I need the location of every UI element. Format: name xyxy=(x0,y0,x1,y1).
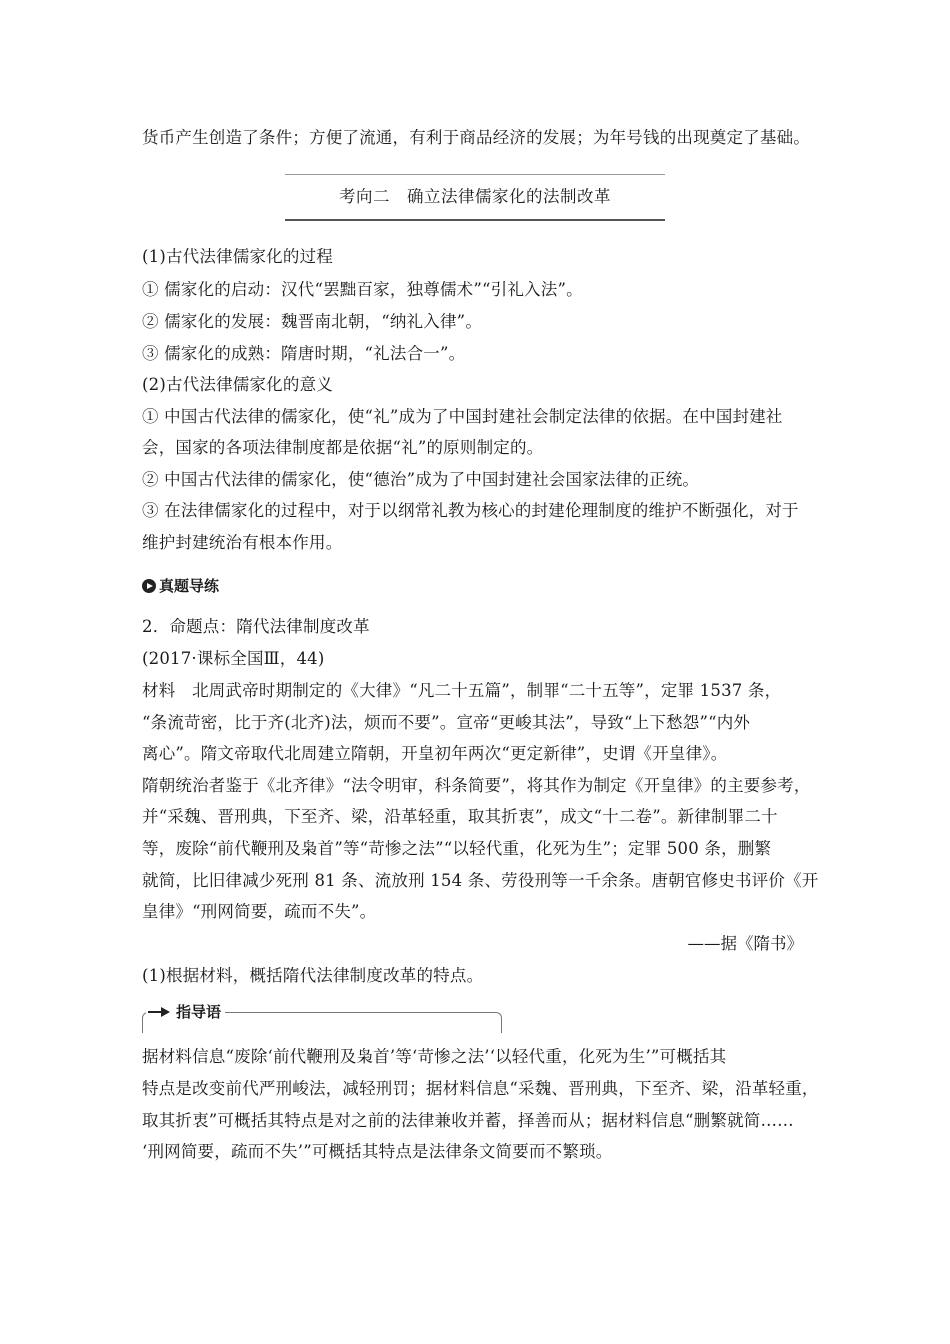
process-item-2: ② 儒家化的发展：魏晋南北朝，“纳礼入律”。 xyxy=(142,312,483,331)
arrow-right-icon xyxy=(148,1007,170,1017)
process-item-1: ① 儒家化的启动：汉代“罢黜百家，独尊儒术”“引礼入法”。 xyxy=(142,280,583,299)
material-line-3: 离心”。隋文帝取代北周建立隋朝，开皇初年两次“更定新律”，史谓《开皇律》。 xyxy=(142,744,728,763)
question-source-line: (2017·课标全国Ⅲ，44) xyxy=(142,649,325,668)
material-line-6: 等，废除“前代鞭刑及枭首”等“苛惨之法”“以轻代重，化死为生”；定罪 500 条，删繁 xyxy=(142,839,772,858)
significance-title: (2)古代法律儒家化的意义 xyxy=(142,375,333,394)
citation: ——据《隋书》 xyxy=(687,934,803,953)
material-line-5: 并“采魏、晋刑典，下至齐、梁，沿革轻重，取其折衷”，成文“十二卷”。新律制罪二十 xyxy=(142,807,778,826)
sub-question: (1)根据材料，概括隋代法律制度改革的特点。 xyxy=(142,966,484,985)
guide-line-4: ‘刑网简要，疏而不失’”可概括其特点是法律条文简要而不繁琐。 xyxy=(142,1142,613,1161)
guide-line-1: 据材料信息“废除‘前代鞭刑及枭首’等‘苛惨之法’‘以轻代重，化死为生’”可概括其 xyxy=(142,1047,727,1066)
significance-line-5: 维护封建统治有根本作用。 xyxy=(142,533,343,552)
process-item-3: ③ 儒家化的成熟：隋唐时期，“礼法合一”。 xyxy=(142,344,466,363)
intro-line: 货币产生创造了条件；方便了流通，有利于商品经济的发展；为年号钱的出现奠定了基础。 xyxy=(142,128,810,147)
guide-box xyxy=(142,1002,502,1032)
guide-line-2: 特点是改变前代严刑峻法，减轻刑罚；据材料信息“采魏、晋刑典，下至齐、梁，沿革轻重， xyxy=(142,1079,819,1098)
material-line-7: 就简，比旧律减少死刑 81 条、流放刑 154 条、劳役刑等一千余条。唐朝官修史书评价《开 xyxy=(142,871,819,890)
guide-label xyxy=(146,1002,225,1022)
guide-label-text: 指导语 xyxy=(176,1003,222,1021)
significance-line-4: ③ 在法律儒家化的过程中，对于以纲常礼教为核心的封建伦理制度的维护不断强化，对于 xyxy=(142,501,799,520)
material-line-2: “条流苛密，比于齐(北齐)法，烦而不要”。宣帝“更峻其法”，导致“上下愁怨”“内外 xyxy=(142,713,751,732)
material-line-8: 皇律》“刑网简要，疏而不失”。 xyxy=(142,902,377,921)
question-number-line: 2．命题点：隋代法律制度改革 xyxy=(142,617,370,636)
practice-heading-text: 真题导练 xyxy=(159,577,220,595)
process-title: (1)古代法律儒家化的过程 xyxy=(142,247,333,266)
significance-line-2: 会，国家的各项法律制度都是依据“礼”的原则制定的。 xyxy=(142,438,544,457)
significance-line-3: ② 中国古代法律的儒家化，使“德治”成为了中国封建社会国家法律的正统。 xyxy=(142,470,700,489)
material-line-4: 隋朝统治者鉴于《北齐律》“法令明审，科条简要”，将其作为制定《开皇律》的主要参考， xyxy=(142,776,811,795)
guide-line-3: 取其折衷”可概括其特点是对之前的法律兼收并蓄，择善而从；据材料信息“删繁就简…… xyxy=(142,1111,794,1130)
play-circle-icon xyxy=(142,579,156,593)
practice-heading xyxy=(142,576,219,596)
significance-line-1: ① 中国古代法律的儒家化，使“礼”成为了中国封建社会制定法律的依据。在中国封建社 xyxy=(142,407,783,426)
material-line-1: 材料 北周武帝时期制定的《大律》“凡二十五篇”，制罪“二十五等”，定罪 1537 条， xyxy=(142,681,782,700)
section-title-text: 考向二 确立法律儒家化的法制改革 xyxy=(339,187,611,206)
section-title xyxy=(285,174,665,221)
